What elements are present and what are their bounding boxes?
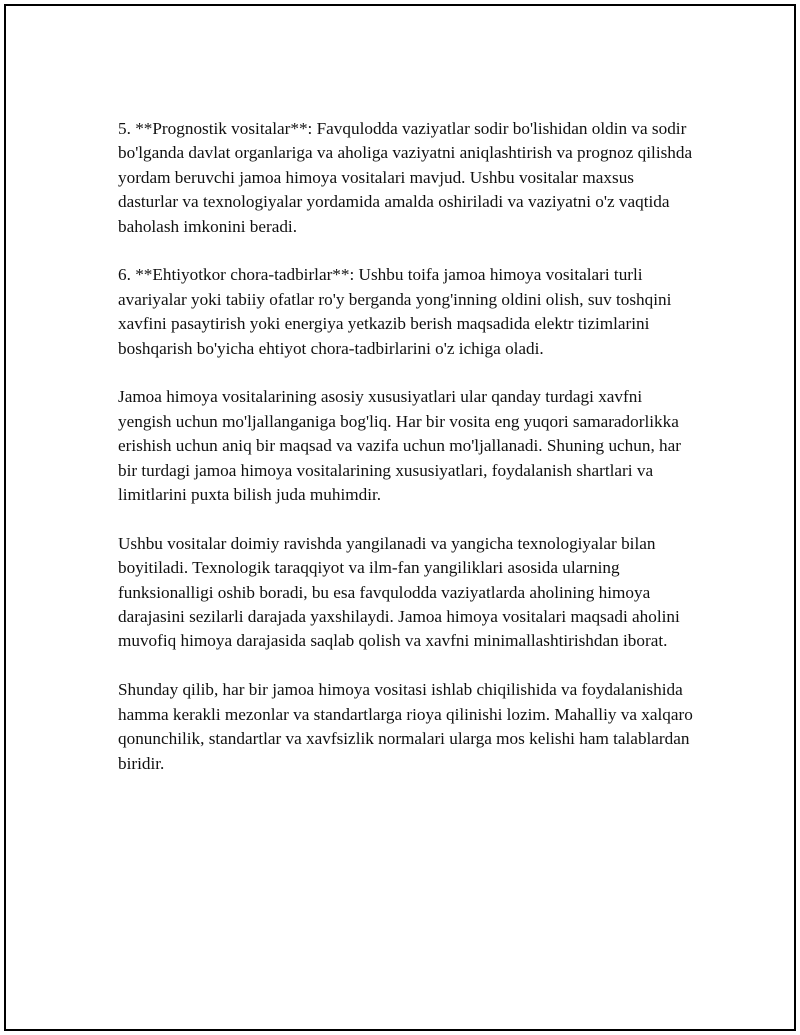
paragraph-asosiy-xususiyatlar: Jamoa himoya vositalarining asosiy xususiyatlari ular qanday turdagi xavfni yengish uchun mo'ljallanganiga bog'liq. Har bir vosita eng yuqori samaradorlikka erishish uchun aniq bir maqsad va vazifa uchun mo'ljallanadi. Shuning uchun, har bir turdagi jamoa himoya vositalarining xususiyatlari, foydalanish shartlari va limitlarini puxta bilish juda muhimdir. bbox=[118, 387, 681, 505]
paragraph-xulosa: Shunday qilib, har bir jamoa himoya vositasi ishlab chiqilishida va foydalanishida hamma kerakli mezonlar va standartlarga rioya qilinishi lozim. Mahalliy va xalqaro qonunchilik, standartlar va xavfsizlik normalari ularga mos kelishi ham talablardan biridir. bbox=[118, 680, 693, 773]
paragraph-prognostik-vositalar: 5. **Prognostik vositalar**: Favqulodda vaziyatlar sodir bo'lishidan oldin va sodir bo'lganda davlat organlariga va aholiga vaziyatni aniqlashtirish va prognoz qilishda yordam beruvchi jamoa himoya vositalari mavjud. Ushbu vositalar maxsus dasturlar va texnologiyalar yordamida amalda oshiriladi va vaziyatni o'z vaqtida baholash imkonini beradi. bbox=[118, 119, 693, 236]
paragraph-ehtiyotkor-chora-tadbirlar: 6. **Ehtiyotkor chora-tadbirlar**: Ushbu toifa jamoa himoya vositalari turli avariyalar yoki tabiiy ofatlar ro'y berganda yong'inning oldini olish, suv toshqini xavfini pasaytirish yoki energiya yetkazib berish maqsadida elektr tizimlarini boshqarish bo'yicha ehtiyot chora-tadbirlarini o'z ichiga oladi. bbox=[118, 265, 672, 358]
paragraph-yangilanish: Ushbu vositalar doimiy ravishda yangilanadi va yangicha texnologiyalar bilan boyitiladi. Texnologik taraqqiyot va ilm-fan yangiliklari asosida ularning funksionalligi oshib boradi, bu esa favqulodda vaziyatlarda aholining himoya darajasini sezilarli darajada yaxshilaydi. Jamoa himoya vositalari maqsadi aholini muvofiq himoya darajasida saqlab qolish va xavfni minimallashtirishdan iborat. bbox=[118, 533, 680, 651]
document-body bbox=[118, 117, 698, 800]
